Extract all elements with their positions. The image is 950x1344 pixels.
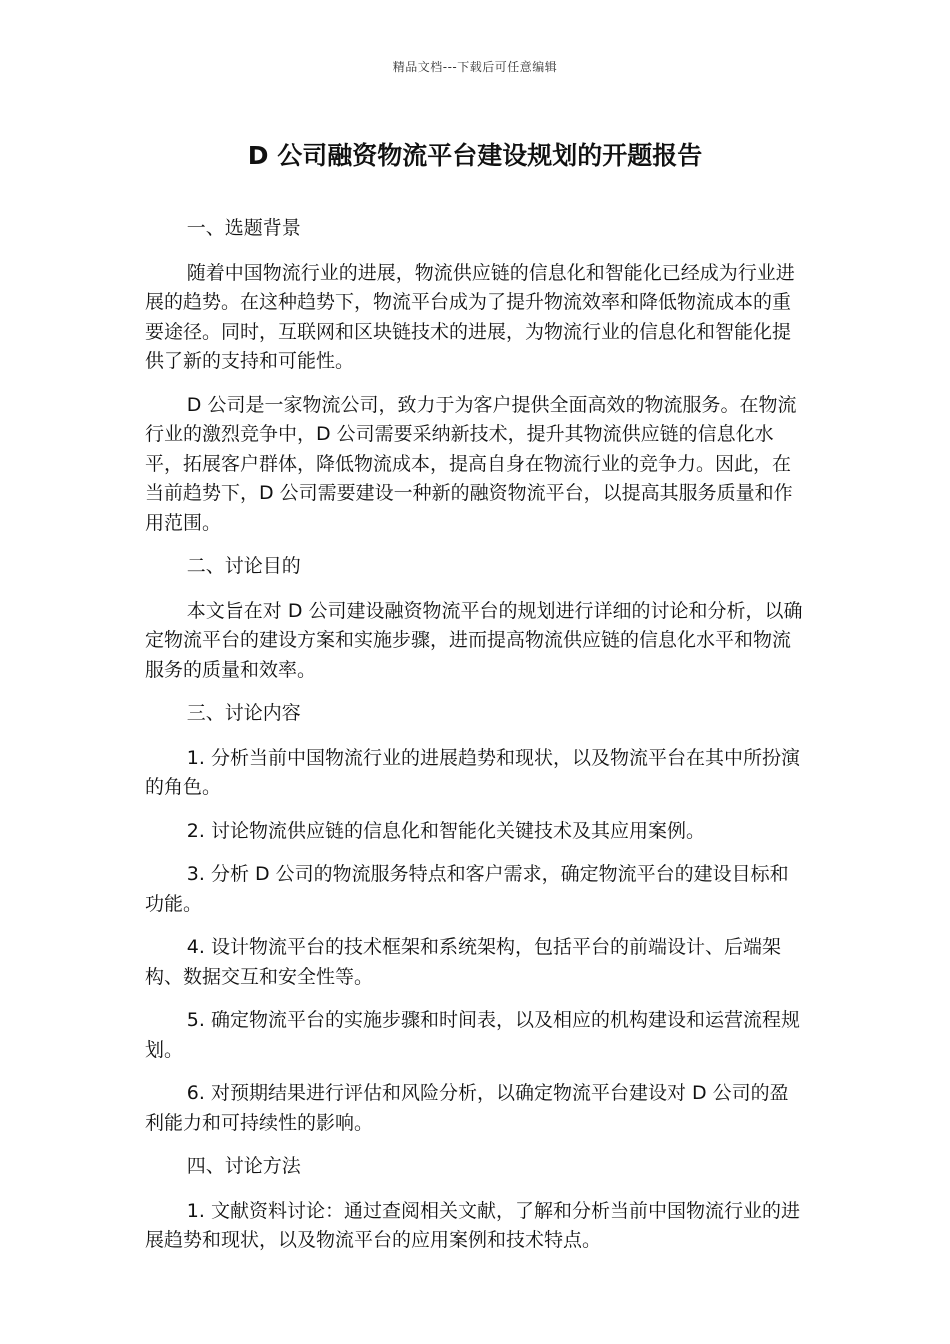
section-heading-method: 四、讨论方法: [186, 1155, 301, 1177]
document-body: [145, 214, 807, 1270]
document-title: D 公司融资物流平台建设规划的开题报告: [247, 141, 703, 170]
section-heading-background: 一、选题背景: [186, 217, 301, 239]
list-item-content-2: 2. 讨论物流供应链的信息化和智能化关键技术及其应用案例。: [186, 819, 705, 842]
list-item-content-4: 4. 设计物流平台的技术框架和系统架构，包括平台的前端设计、后端架构、数据交互和安全性等。: [145, 936, 781, 988]
list-item-content-5: 5. 确定物流平台的实施步骤和时间表，以及相应的机构建设和运营流程规划。: [145, 1009, 800, 1061]
list-item-method-1: 1. 文献资料讨论：通过查阅相关文献，了解和分析当前中国物流行业的进展趋势和现状，以及物流平台的应用案例和技术特点。: [145, 1199, 800, 1251]
paragraph-background-1: 随着中国物流行业的进展，物流供应链的信息化和智能化已经成为行业进展的趋势。在这种趋势下，物流平台成为了提升物流效率和降低物流成本的重要途径。同时，互联网和区块链技术的进展，为物流行业的信息化和智能化提供了新的支持和可能性。: [145, 261, 795, 372]
section-heading-purpose: 二、讨论目的: [186, 555, 301, 577]
paragraph-purpose: 本文旨在对 D 公司建设融资物流平台的规划进行详细的讨论和分析，以确定物流平台的建设方案和实施步骤，进而提高物流供应链的信息化水平和物流服务的质量和效率。: [145, 599, 803, 681]
list-item-content-6: 6. 对预期结果进行评估和风险分析，以确定物流平台建设对 D 公司的盈利能力和可持续性的影响。: [145, 1082, 789, 1134]
list-item-content-3: 3. 分析 D 公司的物流服务特点和客户需求，确定物流平台的建设目标和功能。: [145, 863, 789, 915]
section-heading-content: 三、讨论内容: [186, 702, 301, 724]
paragraph-background-2: D 公司是一家物流公司，致力于为客户提供全面高效的物流服务。在物流行业的激烈竞争中，D 公司需要采纳新技术，提升其物流供应链的信息化水平，拓展客户群体，降低物流成本，提高自身在物流行业的竞争力。因此，在当前趋势下，D 公司需要建设一种新的融资物流平台，以提高其服务质量和作用范围。: [145, 393, 797, 534]
header-note: 精品文档---下载后可任意编辑: [392, 60, 558, 74]
list-item-content-1: 1. 分析当前中国物流行业的进展趋势和现状，以及物流平台在其中所扮演的角色。: [145, 746, 800, 798]
